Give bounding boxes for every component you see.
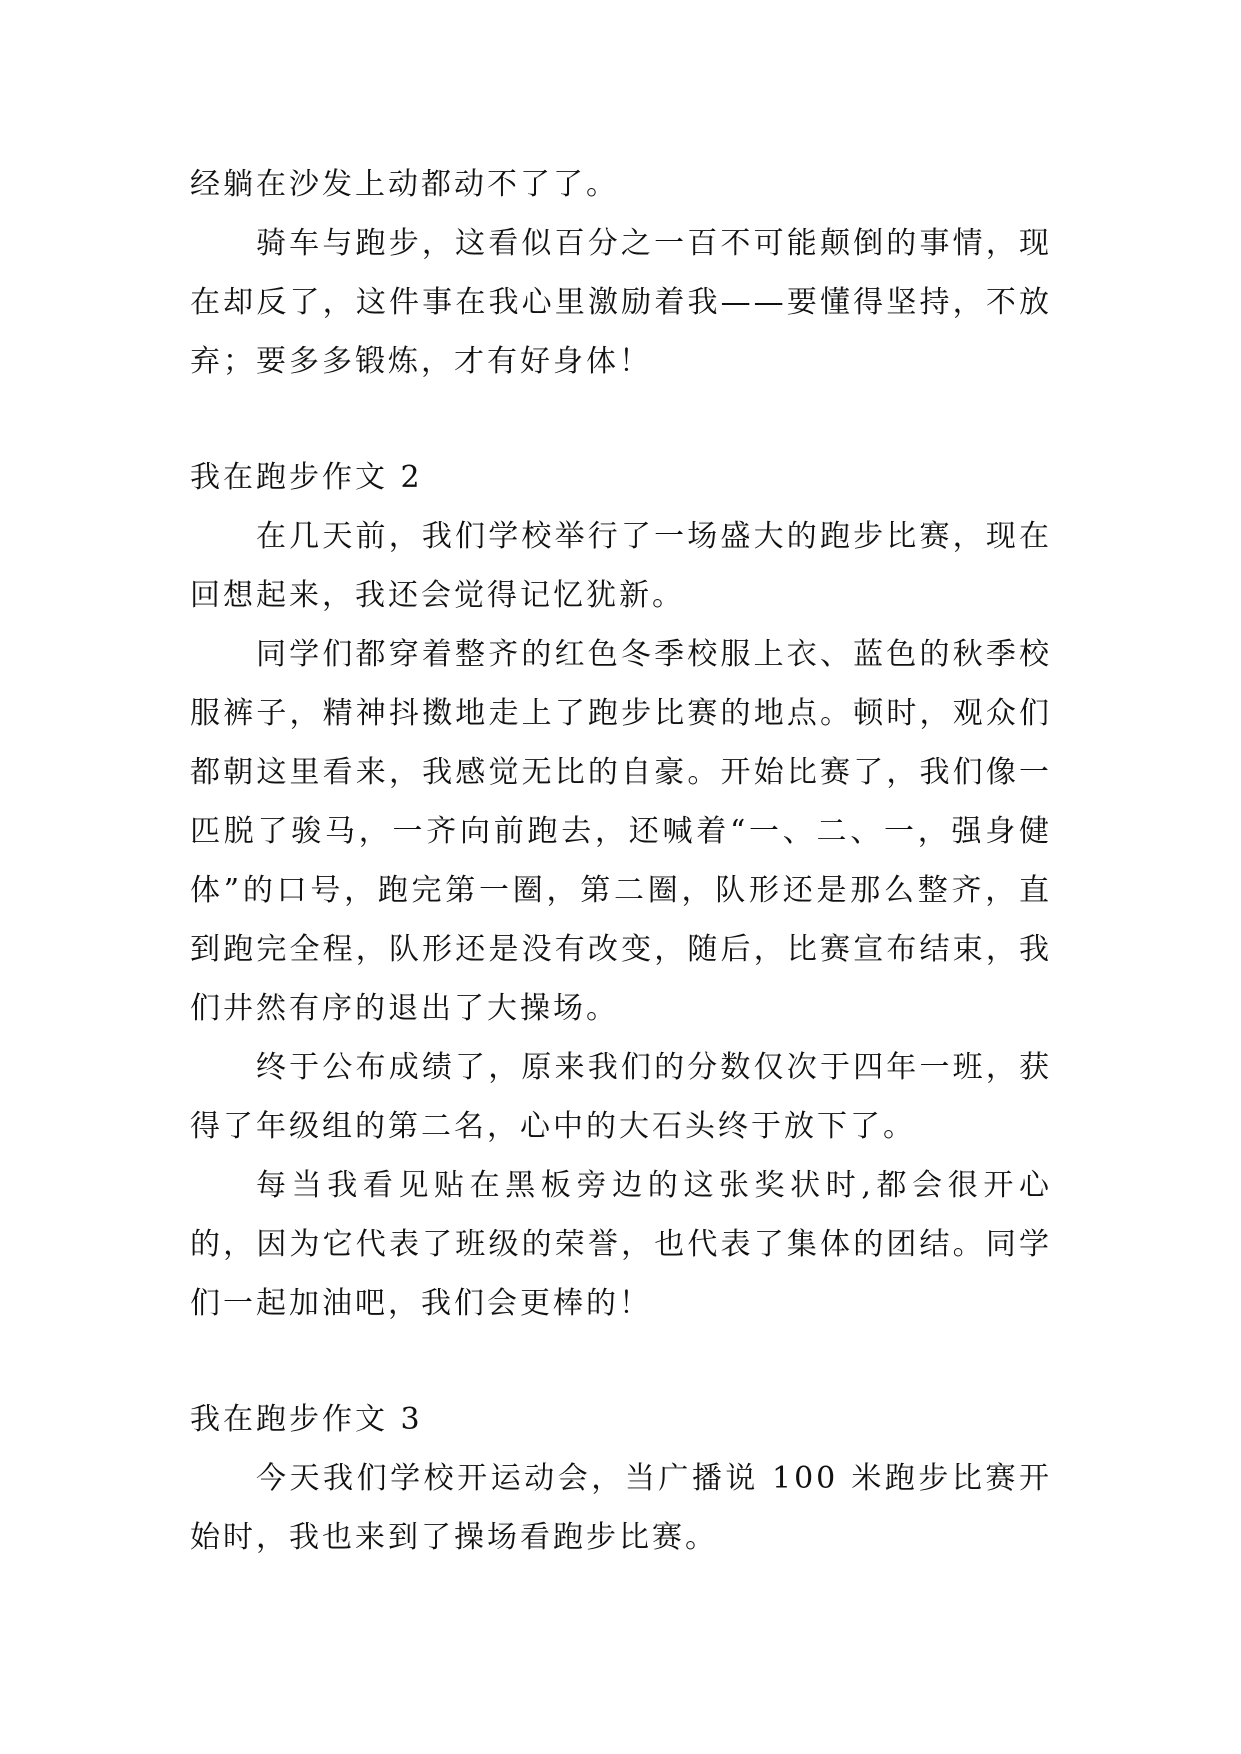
paragraph: 骑车与跑步，这看似百分之一百不可能颠倒的事情，现在却反了，这件事在我心里激励着我——要懂得坚持，不放弃；要多多锻炼，才有好身体！ bbox=[190, 226, 1052, 379]
paragraph: 终于公布成绩了，原来我们的分数仅次于四年一班，获得了年级组的第二名，心中的大石头终于放下了。 bbox=[190, 1050, 1052, 1144]
paragraph: 经躺在沙发上动都动不了了。 bbox=[190, 167, 619, 202]
paragraph: 今天我们学校开运动会，当广播说 100 米跑步比赛开始时，我也来到了操场看跑步比赛。 bbox=[190, 1461, 1052, 1555]
paragraph: 在几天前，我们学校举行了一场盛大的跑步比赛，现在回想起来，我还会觉得记忆犹新。 bbox=[190, 519, 1052, 613]
paragraph: 每当我看见贴在黑板旁边的这张奖状时,都会很开心的，因为它代表了班级的荣誉，也代表了集体的团结。同学们一起加油吧，我们会更棒的！ bbox=[190, 1168, 1052, 1321]
section-heading: 我在跑步作文 3 bbox=[190, 1402, 423, 1437]
section-heading: 我在跑步作文 2 bbox=[190, 460, 423, 495]
paragraph: 同学们都穿着整齐的红色冬季校服上衣、蓝色的秋季校服裤子，精神抖擞地走上了跑步比赛的地点。顿时，观众们都朝这里看来，我感觉无比的自豪。开始比赛了，我们像一匹脱了骏马，一齐向前跑去，还喊着“一、二、一，强身健体”的口号，跑完第一圈，第二圈，队形还是那么整齐，直到跑完全程，队形还是没有改变，随后，比赛宣布结束，我们井然有序的退出了大操场。 bbox=[190, 637, 1052, 1026]
document-body bbox=[190, 155, 1052, 1567]
